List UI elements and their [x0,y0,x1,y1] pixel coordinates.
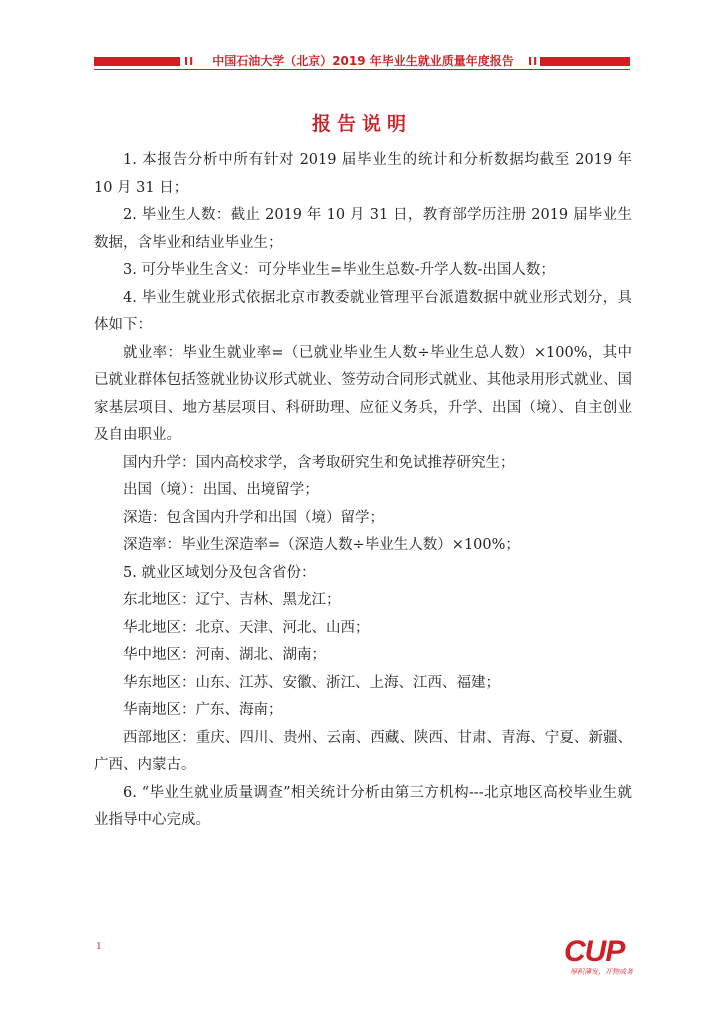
paragraph-3: 3. 可分毕业生含义：可分毕业生=毕业生总数-升学人数-出国人数； [123,262,555,278]
header-rule [94,69,630,70]
paragraph-employment-rate: 就业率：毕业生就业率=（已就业毕业生人数÷毕业生总人数）×100%，其中已就业群体包括签就业协议形式就业、签劳动合同形式就业、其他录用形式就业、国家基层项目、地方基层项目、科研助理、应征义务兵，升学、出国（境）、自主创业及自由职业。 [94,344,632,443]
paragraph-4: 4. 毕业生就业形式依据北京市教委就业管理平台派遣数据中就业形式划分，具体如下： [94,289,632,333]
paragraph-5: 5. 就业区域划分及包含省份： [123,564,316,581]
paragraph-abroad: 出国（境）：出国、出境留学； [123,482,319,498]
page-number: 1 [96,940,102,952]
header-bar-left [94,57,180,66]
region-west: 西部地区：重庆、四川、贵州、云南、西藏、陕西、甘肃、青海、宁夏、新疆、广西、内蒙古。 [94,729,632,773]
header-ticks-left: II [184,55,195,68]
paragraph-1: 1. 本报告分析中所有针对 2019 届毕业生的统计和分析数据均截至 2019 年 10 月 31 日； [94,152,632,196]
region-east: 华东地区：山东、江苏、安徽、浙江、上海、江西、福建； [123,674,500,691]
page-title: 报告说明 [311,113,412,135]
cup-logo [560,936,640,980]
paragraph-further-study: 深造：包含国内升学和出国（境）留学； [123,509,384,526]
paragraph-further-study-rate: 深造率：毕业生深造率=（深造人数÷毕业生人数）×100%； [123,537,520,553]
logo-slogan: 厚积薄发，开物成务 [570,968,633,976]
header-bar-right [540,57,630,66]
header-title: 中国石油大学（北京）2019 年毕业生就业质量年度报告 [212,54,514,68]
header-ticks-right: II [528,55,539,68]
region-central: 华中地区：河南、湖北、湖南； [123,647,326,663]
region-south: 华南地区：广东、海南； [123,702,283,718]
paragraph-6: 6. “毕业生就业质量调查”相关统计分析由第三方机构---北京地区高校毕业生就业指导中心完成。 [94,784,632,828]
paragraph-domestic-study: 国内升学：国内高校求学，含考取研究生和免试推荐研究生； [123,454,515,471]
logo-text: CUP [564,935,625,968]
paragraph-2: 2. 毕业生人数：截止 2019 年 10 月 31 日，教育部学历注册 2019 届毕业生数据，含毕业和结业毕业生； [94,207,632,251]
region-northeast: 东北地区：辽宁、吉林、黑龙江； [123,592,341,608]
region-north: 华北地区：北京、天津、河北、山西； [123,619,370,636]
page-header [94,53,630,71]
report-body [94,147,632,835]
